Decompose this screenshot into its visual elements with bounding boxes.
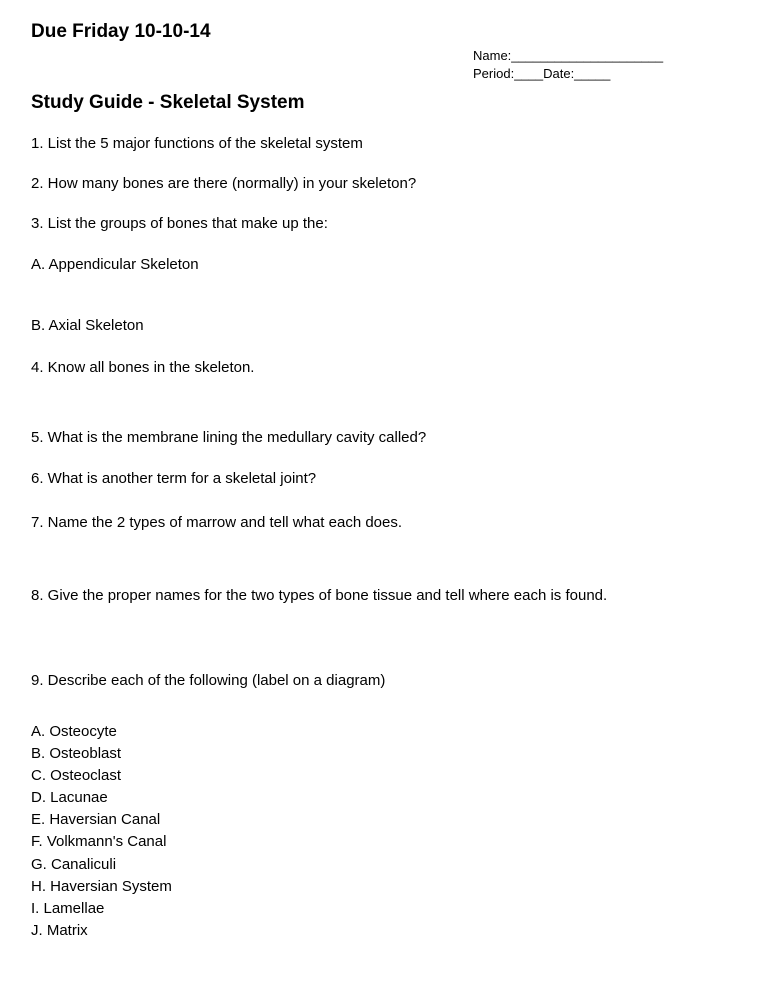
question: B. Axial Skeleton xyxy=(31,317,144,334)
question: 8. Give the proper names for the two types of bone tissue and tell where each is found. xyxy=(31,587,608,604)
question: 1. List the 5 major functions of the skeletal system xyxy=(31,135,363,152)
term-list xyxy=(31,721,172,942)
term-item: I. Lamellae xyxy=(31,899,105,917)
term-item: C. Osteoclast xyxy=(31,767,122,785)
term-item: H. Haversian System xyxy=(31,877,172,895)
term-item: A. Osteocyte xyxy=(31,723,117,740)
term-item: J. Matrix xyxy=(31,921,88,939)
question: 4. Know all bones in the skeleton. xyxy=(31,359,255,376)
question: 7. Name the 2 types of marrow and tell what each does. xyxy=(31,514,403,531)
period-date-field: Period:____Date:_____ xyxy=(473,66,611,81)
term-item: D. Lacunae xyxy=(31,789,108,807)
question: 9. Describe each of the following (label on a diagram) xyxy=(31,672,386,689)
question: 5. What is the membrane lining the medullary cavity called? xyxy=(31,429,427,446)
question: A. Appendicular Skeleton xyxy=(31,256,199,273)
page-title: Study Guide - Skeletal System xyxy=(31,92,305,113)
question: 6. What is another term for a skeletal joint? xyxy=(31,470,317,487)
term-item: G. Canaliculi xyxy=(31,855,117,873)
question: 2. How many bones are there (normally) in your skeleton? xyxy=(31,175,417,192)
term-item: B. Osteoblast xyxy=(31,745,122,763)
question: 3. List the groups of bones that make up the: xyxy=(31,215,328,232)
term-item: F. Volkmann's Canal xyxy=(31,833,167,851)
due-date: Due Friday 10-10-14 xyxy=(31,21,211,42)
name-field: Name:_____________________ xyxy=(473,48,664,63)
term-item: E. Haversian Canal xyxy=(31,811,161,829)
